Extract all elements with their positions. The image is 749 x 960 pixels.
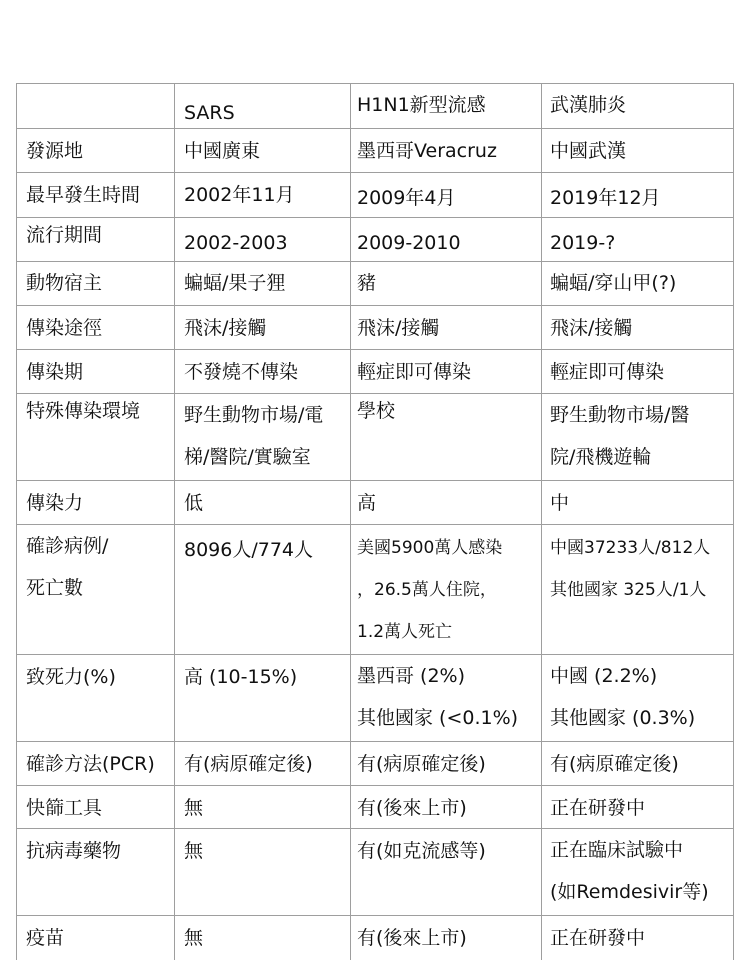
row-label: 最早發生時間 [26,184,141,206]
sars-value: 無 [184,927,204,949]
header-wuhan: 武漢肺炎 [550,94,627,116]
header-cell-sars [175,84,351,129]
row-label: 流行期間 [26,224,103,246]
table-row [17,129,734,173]
wuhan-value: 飛沫/接觸 [550,317,633,339]
wuhan-value: 有(病原確定後) [550,753,679,775]
h1n1-value: 輕症即可傳染 [357,361,472,383]
wuhan-value: 輕症即可傳染 [550,361,665,383]
row-label: 傳染期 [26,361,84,383]
wuhan-value: 中國武漢 [550,140,627,162]
h1n1-value-line: 墨西哥 (2%) [357,665,466,687]
comparison-table [16,83,734,960]
table-row [17,306,734,350]
table-header-row [17,84,734,129]
row-label: 特殊傳染環境 [26,400,141,422]
header-h1n1: H1N1新型流感 [357,94,486,116]
sars-value: 高 (10-15%) [184,666,298,688]
table-row [17,218,734,262]
row-label: 疫苗 [26,927,65,949]
wuhan-value: 正在研發中 [550,927,646,949]
h1n1-value-line: 1.2萬人死亡 [357,622,453,642]
row-label-line: 死亡數 [26,577,84,599]
table-row [17,394,734,481]
wuhan-value-line: 野生動物市場/醫 [550,404,690,426]
sars-value: 2002年11月 [184,184,295,206]
table-row [17,916,734,960]
h1n1-value-line: ，26.5萬人住院， [357,580,497,600]
row-label: 抗病毒藥物 [26,840,122,862]
h1n1-value: 高 [357,492,377,514]
row-label: 發源地 [26,140,84,162]
sars-value: 低 [184,492,204,514]
row-label: 快篩工具 [26,797,103,819]
h1n1-value: 有(如克流感等) [357,840,486,862]
wuhan-value-line: 中國37233人/812人 [550,538,711,558]
h1n1-value: 有(後來上市) [357,927,467,949]
h1n1-value-line: 其他國家 (<0.1%) [357,707,519,729]
wuhan-value: 2019-? [550,232,616,254]
table-row [17,173,734,218]
h1n1-value: 有(病原確定後) [357,753,486,775]
row-label: 確診方法(PCR) [26,753,155,775]
table-row [17,350,734,394]
wuhan-value: 中 [550,492,570,514]
sars-value: 中國廣東 [184,140,261,162]
h1n1-value: 有(後來上市) [357,797,467,819]
sars-value: 飛沫/接觸 [184,317,267,339]
header-cell-blank [17,84,175,129]
h1n1-value: 飛沫/接觸 [357,317,440,339]
sars-value: 8096人/774人 [184,539,314,561]
sars-value: 無 [184,797,204,819]
table-row [17,481,734,525]
wuhan-value: 正在研發中 [550,797,646,819]
h1n1-value: 2009-2010 [357,232,461,254]
sars-value: 不發燒不傳染 [184,361,299,383]
table-row [17,829,734,916]
table-row [17,742,734,786]
wuhan-value-line: 其他國家 325人/1人 [550,580,707,600]
row-label: 動物宿主 [26,272,103,294]
wuhan-value-line: 院/飛機遊輪 [550,446,652,468]
h1n1-value: 2009年4月 [357,187,456,209]
row-label: 傳染力 [26,492,84,514]
row-label-line: 確診病例/ [26,535,109,557]
wuhan-value-line: 正在臨床試驗中 [550,839,684,861]
wuhan-value-line: 其他國家 (0.3%) [550,707,696,729]
table-row [17,655,734,742]
table-row [17,786,734,829]
wuhan-value-line: (如Remdesivir等) [550,881,709,903]
header-cell-h1n1 [351,84,542,129]
wuhan-value: 2019年12月 [550,187,661,209]
header-sars: SARS [184,102,235,124]
sars-value-line: 野生動物市場/電 [184,404,324,426]
row-label: 傳染途徑 [26,317,103,339]
h1n1-value: 墨西哥Veracruz [357,140,497,162]
sars-value-line: 梯/醫院/實驗室 [184,446,311,468]
table-row [17,525,734,655]
sars-value: 有(病原確定後) [184,753,313,775]
sars-value: 蝙蝠/果子狸 [184,272,286,294]
wuhan-value-line: 中國 (2.2%) [550,665,658,687]
header-cell-wuhan [542,84,734,129]
sars-value: 無 [184,840,204,862]
sars-value: 2002-2003 [184,232,288,254]
h1n1-value: 學校 [357,400,396,422]
table-row [17,262,734,306]
row-label: 致死力(%) [26,666,116,688]
h1n1-value: 豬 [357,272,377,294]
h1n1-value-line: 美國5900萬人感染 [357,538,503,558]
wuhan-value: 蝙蝠/穿山甲(?) [550,272,677,294]
